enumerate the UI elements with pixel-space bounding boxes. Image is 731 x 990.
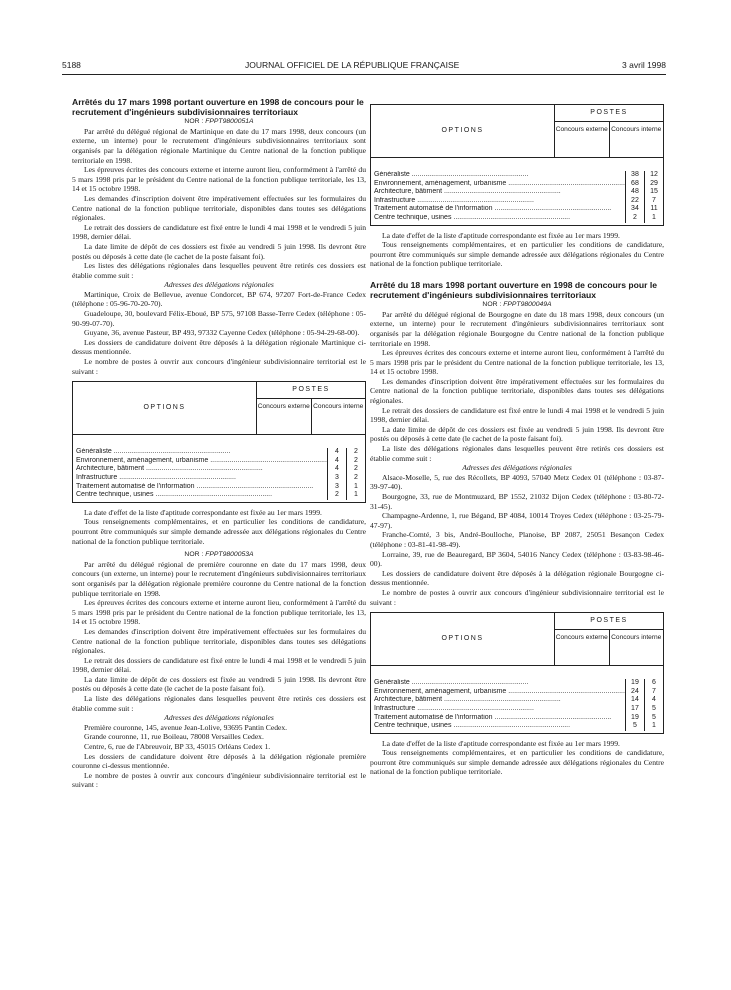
externe-value: 4 <box>335 465 339 473</box>
paragraph: La date d'effet de la liste d'aptitude correspondante est fixée au 1er mars 1999. <box>382 230 620 240</box>
externe-value: 22 <box>631 196 639 204</box>
table-body <box>371 666 663 733</box>
externe-value: 4 <box>335 448 339 456</box>
paragraph: Le nombre de postes à ouvrir aux concours d'ingénieur subdivisionnaire territorial est le suivant : <box>72 357 366 376</box>
interne-value: 29 <box>650 179 658 187</box>
option-label: Généraliste ..... <box>374 679 625 688</box>
option-label: Architecture, bâtiment ..... <box>374 696 625 705</box>
paragraph: Centre, 6, rue de l'Abreuvoir, BP 33, 45015 Orléans Cedex 1. <box>84 742 271 752</box>
paragraph: Martinique, Croix de Bellevue, avenue Condorcet, BP 674, 97207 Fort-de-France Cedex (téléphone : 05-96-70-20-70). <box>72 289 366 309</box>
table-header <box>371 105 663 158</box>
externe-value: 19 <box>631 713 639 721</box>
paragraph: Franche-Comté, 3 bis, André-Boulloche, Planoise, BP 2087, 25051 Besançon Cedex (téléphone : 03-81-41-98-49). <box>370 530 664 549</box>
option-label: Environnement, aménagement, urbanisme ..... <box>374 180 625 189</box>
paragraph: Les demandes d'inscription doivent être impérativement effectuées sur les formulaires du Centre national de la fonction publique territoriale, disponibles dans toutes ses délégations régionales. <box>370 376 664 406</box>
issue-date: 3 avril 1998 <box>622 60 666 70</box>
paragraph: La liste des délégations régionales dans lesquelles peuvent être retirés ces dossiers est établie comme suit : <box>72 694 366 713</box>
addresses-heading: Adresses des délégations régionales <box>164 280 274 290</box>
paragraph: Lorraine, 39, rue de Beauregard, BP 3604, 54016 Nancy Cedex (téléphone : 03-83-98-46-00). <box>370 549 664 569</box>
externe-header: Concours externe <box>555 634 608 642</box>
option-label: Architecture, bâtiment ..... <box>374 188 625 197</box>
option-label: Traitement automatisé de l'information ..... <box>374 205 625 214</box>
addresses-heading: Adresses des délégations régionales <box>164 713 274 723</box>
nor-reference: NOR : FPPT9800051A <box>184 118 254 126</box>
option-label: Centre technique, usines ..... <box>76 491 327 500</box>
interne-value: 2 <box>354 448 358 456</box>
externe-value: 3 <box>335 474 339 481</box>
paragraph: Bourgogne, 33, rue de Montmuzard, BP 1552, 21032 Dijon Cedex (téléphone : 03-80-72-31-45). <box>370 492 664 511</box>
decree-title-1: Arrêtés du 17 mars 1998 portant ouverture en 1998 de concours pour le recrutement d'ingénieurs subdivisionnaires territoriaux <box>72 97 364 117</box>
externe-value: 38 <box>631 171 639 178</box>
table-header <box>371 613 663 666</box>
interne-value: 5 <box>652 704 656 712</box>
paragraph: Par arrêté du délégué régional de première couronne en date du 17 mars 1998, deux concours (un externe, un interne) pour le recrutement d'ingénieurs subdivisionnaires territoriaux sont organisés par la délégation régionale première couronne du Centre national de la fonction publique territoriale en 1998. <box>72 559 366 598</box>
option-label: Environnement, aménagement, urbanisme ..... <box>374 688 625 697</box>
nor-reference: NOR : FPPT9800053A <box>184 551 254 559</box>
paragraph: Guadeloupe, 30, boulevard Félix-Eboué, BP 575, 97108 Basse-Terre Cedex (téléphone : 05-90-99-07-70). <box>72 309 366 328</box>
paragraph: Les demandes d'inscription doivent être impérativement effectuées sur les formulaires du Centre national de la fonction publique territoriale, disponibles dans toutes ses délégations régionales. <box>72 626 366 656</box>
interne-value: 15 <box>650 188 658 196</box>
interne-header: Concours interne <box>609 122 664 157</box>
table-header <box>73 382 365 435</box>
paragraph: Par arrêté du délégué régional de Martinique en date du 17 mars 1998, deux concours (un externe, un interne) pour le recrutement d'ingénieurs subdivisionnaires territoriaux sont organisés par la délégation régionale Martinique du Centre national de la fonction publique territoriale en 1998. <box>72 126 366 165</box>
paragraph: Grande couronne, 11, rue Boileau, 78008 Versailles Cedex. <box>84 732 264 742</box>
option-label: Architecture, bâtiment ..... <box>76 465 327 474</box>
interne-value: 2 <box>354 456 358 464</box>
paragraph: La liste des délégations régionales dans lesquelles peuvent être retirés ces dossiers est établie comme suit : <box>370 444 664 463</box>
paragraph: La date d'effet de la liste d'aptitude correspondante est fixée au 1er mars 1999. <box>84 507 322 517</box>
externe-value: 34 <box>631 205 639 213</box>
paragraph: Les épreuves écrites des concours externe et interne auront lieu, conformément à l'arrêté du 5 mars 1998 pris par le président du Centre national de la fonction publique territoriale, les 13, 14 et 15 octobre 1998. <box>72 165 366 194</box>
paragraph: Le nombre de postes à ouvrir aux concours d'ingénieur subdivisionnaire territorial est le suivant : <box>72 770 366 790</box>
option-label: Traitement automatisé de l'information ..... <box>374 714 625 723</box>
header-rule <box>62 74 666 75</box>
decree-title-2: Arrêté du 18 mars 1998 portant ouverture en 1998 de concours pour le recrutement d'ingénieurs subdivisionnaires territoriaux <box>370 279 658 300</box>
paragraph: Alsace-Moselle, 5, rue des Récollets, BP 4093, 57040 Metz Cedex 01 (téléphone : 03-87-39-97-40). <box>370 472 664 492</box>
interne-value: 7 <box>652 687 656 695</box>
externe-value: 17 <box>631 704 639 712</box>
addresses-heading: Adresses des délégations régionales <box>462 463 572 473</box>
externe-value: 24 <box>631 687 639 695</box>
interne-header: Concours interne <box>311 399 366 434</box>
postes-header: POSTES <box>555 613 663 630</box>
address-list <box>72 290 366 376</box>
interne-header: Concours interne <box>609 630 664 665</box>
option-label: Traitement automatisé de l'information ..... <box>76 483 327 492</box>
paragraph: Tous renseignements complémentaires, et en particulier les conditions de candidature, pourront être communiqués sur simple demande adressée aux délégations régionales du Centre national de la fonction publique territoriale. <box>370 240 664 269</box>
paragraph: La date d'effet de la liste d'aptitude correspondante est fixée au 1er mars 1999. <box>382 738 620 748</box>
table-body <box>371 158 663 225</box>
page-number: 5188 <box>62 60 81 70</box>
paragraph: Les demandes d'inscription doivent être impérativement effectuées sur les formulaires du Centre national de la fonction publique territoriale, disponibles dans toutes ses délégations régionales. <box>72 193 366 223</box>
paragraph: Les dossiers de candidature doivent être déposés à la délégation régionale Martinique ci-dessus mentionnée. <box>72 337 366 357</box>
externe-header: Concours externe <box>257 403 310 411</box>
paragraph: Les dossiers de candidature doivent être déposés à la délégation régionale première couronne ci-dessus mentionnée. <box>72 751 366 771</box>
interne-value: 1 <box>652 213 656 221</box>
option-label: Infrastructure ..... <box>374 197 625 206</box>
paragraph-group <box>370 739 664 777</box>
paragraph: Le nombre de postes à ouvrir aux concours d'ingénieur subdivisionnaire territorial est le suivant : <box>370 587 664 607</box>
interne-value: 4 <box>652 696 656 704</box>
interne-value: 6 <box>652 679 656 687</box>
paragraph: La date limite de dépôt de ces dossiers est fixée au vendredi 5 juin 1998. Ils devront être postés ou déposés à cette date (le cachet de la poste faisant foi). <box>72 674 366 694</box>
externe-value: 19 <box>631 679 639 687</box>
interne-value: 1 <box>652 722 656 730</box>
paragraph: Première couronne, 145, avenue Jean-Lolive, 93695 Pantin Cedex. <box>84 722 288 732</box>
paragraph-group <box>370 310 664 464</box>
paragraph: Tous renseignements complémentaires, et en particulier les conditions de candidature, pourront être communiqués sur simple demande adressée aux délégations régionales du Centre national de la fonction publique territoriale. <box>370 748 664 777</box>
interne-value: 12 <box>650 171 658 178</box>
option-label: Infrastructure ..... <box>76 474 327 483</box>
externe-value: 2 <box>633 213 637 221</box>
option-label: Environnement, aménagement, urbanisme ..... <box>76 457 327 466</box>
options-header: OPTIONS <box>441 634 484 642</box>
paragraph-group <box>72 127 366 281</box>
address-list <box>370 473 664 607</box>
postes-header: POSTES <box>555 105 663 122</box>
journal-title: JOURNAL OFFICIEL DE LA RÉPUBLIQUE FRANÇAISE <box>245 60 460 70</box>
paragraph: Par arrêté du délégué régional de Bourgogne en date du 18 mars 1998, deux concours (un externe, un interne) pour le recrutement d'ingénieurs subdivisionnaires territoriaux sont organisés par la délégation régionale Bourgogne du Centre national de la fonction publique territoriale en 1998. <box>370 309 664 348</box>
option-label: Centre technique, usines ..... <box>374 214 625 223</box>
externe-value: 14 <box>631 696 639 704</box>
nor-reference: NOR : FPPT9800049A <box>482 301 552 309</box>
posts-table <box>72 381 366 503</box>
paragraph: Tous renseignements complémentaires, et en particulier les conditions de candidature, pourront être communiqués sur simple demande adressée aux délégations régionales du Centre national de la fonction publique territoriale. <box>72 517 366 546</box>
externe-header: Concours externe <box>555 126 608 133</box>
left-column <box>72 98 366 790</box>
externe-value: 68 <box>631 179 639 187</box>
paragraph: Les dossiers de candidature doivent être déposés à la délégation régionale Bourgogne ci-dessus mentionnée. <box>370 568 664 588</box>
paragraph-group <box>370 231 664 269</box>
interne-value: 11 <box>650 205 658 213</box>
paragraph-group <box>72 508 366 546</box>
interne-value: 2 <box>354 474 358 481</box>
posts-table <box>370 104 664 226</box>
externe-value: 3 <box>335 482 339 490</box>
options-header: OPTIONS <box>143 403 186 411</box>
address-list <box>72 723 366 790</box>
paragraph: Les épreuves écrites des concours externe et interne auront lieu, conformément à l'arrêté du 5 mars 1998 pris par le président du Centre national de la fonction publique territoriale, les 13, 14 et 15 octobre 1998. <box>72 598 366 627</box>
paragraph: Le retrait des dossiers de candidature est fixé entre le lundi 4 mai 1998 et le vendredi 5 juin 1998, dernier délai. <box>370 405 664 425</box>
externe-value: 5 <box>633 722 637 730</box>
option-label: Généraliste ..... <box>374 171 625 180</box>
right-column <box>370 104 664 777</box>
paragraph: Guyane, 36, avenue Pasteur, BP 493, 97332 Cayenne Cedex (téléphone : 05-94-29-68-00). <box>84 328 360 338</box>
paragraph: Le retrait des dossiers de candidature est fixé entre le lundi 4 mai 1998 et le vendredi 5 juin 1998, dernier délai. <box>72 655 366 675</box>
interne-value: 1 <box>354 491 358 499</box>
option-label: Généraliste ..... <box>76 448 327 457</box>
options-header: OPTIONS <box>441 126 484 134</box>
paragraph: Les listes des délégations régionales dans lesquelles peuvent être retirés ces dossiers est établie comme suit : <box>72 261 366 280</box>
paragraph: Champagne-Ardenne, 1, rue Bégand, BP 4084, 10014 Troyes Cedex (téléphone : 03-25-79-47-97). <box>370 511 664 530</box>
interne-value: 7 <box>652 196 656 204</box>
table-body <box>73 435 365 502</box>
externe-value: 2 <box>335 491 339 499</box>
interne-value: 2 <box>354 465 358 473</box>
paragraph-group <box>72 560 366 714</box>
posts-table <box>370 612 664 734</box>
paragraph: La date limite de dépôt de ces dossiers est fixée au vendredi 5 juin 1998. Ils devront être postés ou déposés à cette date (le cachet de la poste faisant foi). <box>72 241 366 261</box>
paragraph: Les épreuves écrites des concours externe et interne auront lieu, conformément à l'arrêté du 5 mars 1998 pris par le président du Centre national de la fonction publique territoriale, les 13, 14 et 15 octobre 1998. <box>370 348 664 377</box>
page-header <box>62 60 666 74</box>
option-label: Infrastructure ..... <box>374 705 625 714</box>
externe-value: 48 <box>631 188 639 196</box>
interne-value: 1 <box>354 482 358 490</box>
option-label: Centre technique, usines ..... <box>374 722 625 731</box>
paragraph: Le retrait des dossiers de candidature est fixé entre le lundi 4 mai 1998 et le vendredi 5 juin 1998, dernier délai. <box>72 222 366 242</box>
paragraph: La date limite de dépôt de ces dossiers est fixée au vendredi 5 juin 1998. Ils devront être postés ou déposés à cette date (le cachet de la poste faisant foi). <box>370 424 664 444</box>
postes-header: POSTES <box>257 382 365 399</box>
externe-value: 4 <box>335 456 339 464</box>
interne-value: 5 <box>652 713 656 721</box>
